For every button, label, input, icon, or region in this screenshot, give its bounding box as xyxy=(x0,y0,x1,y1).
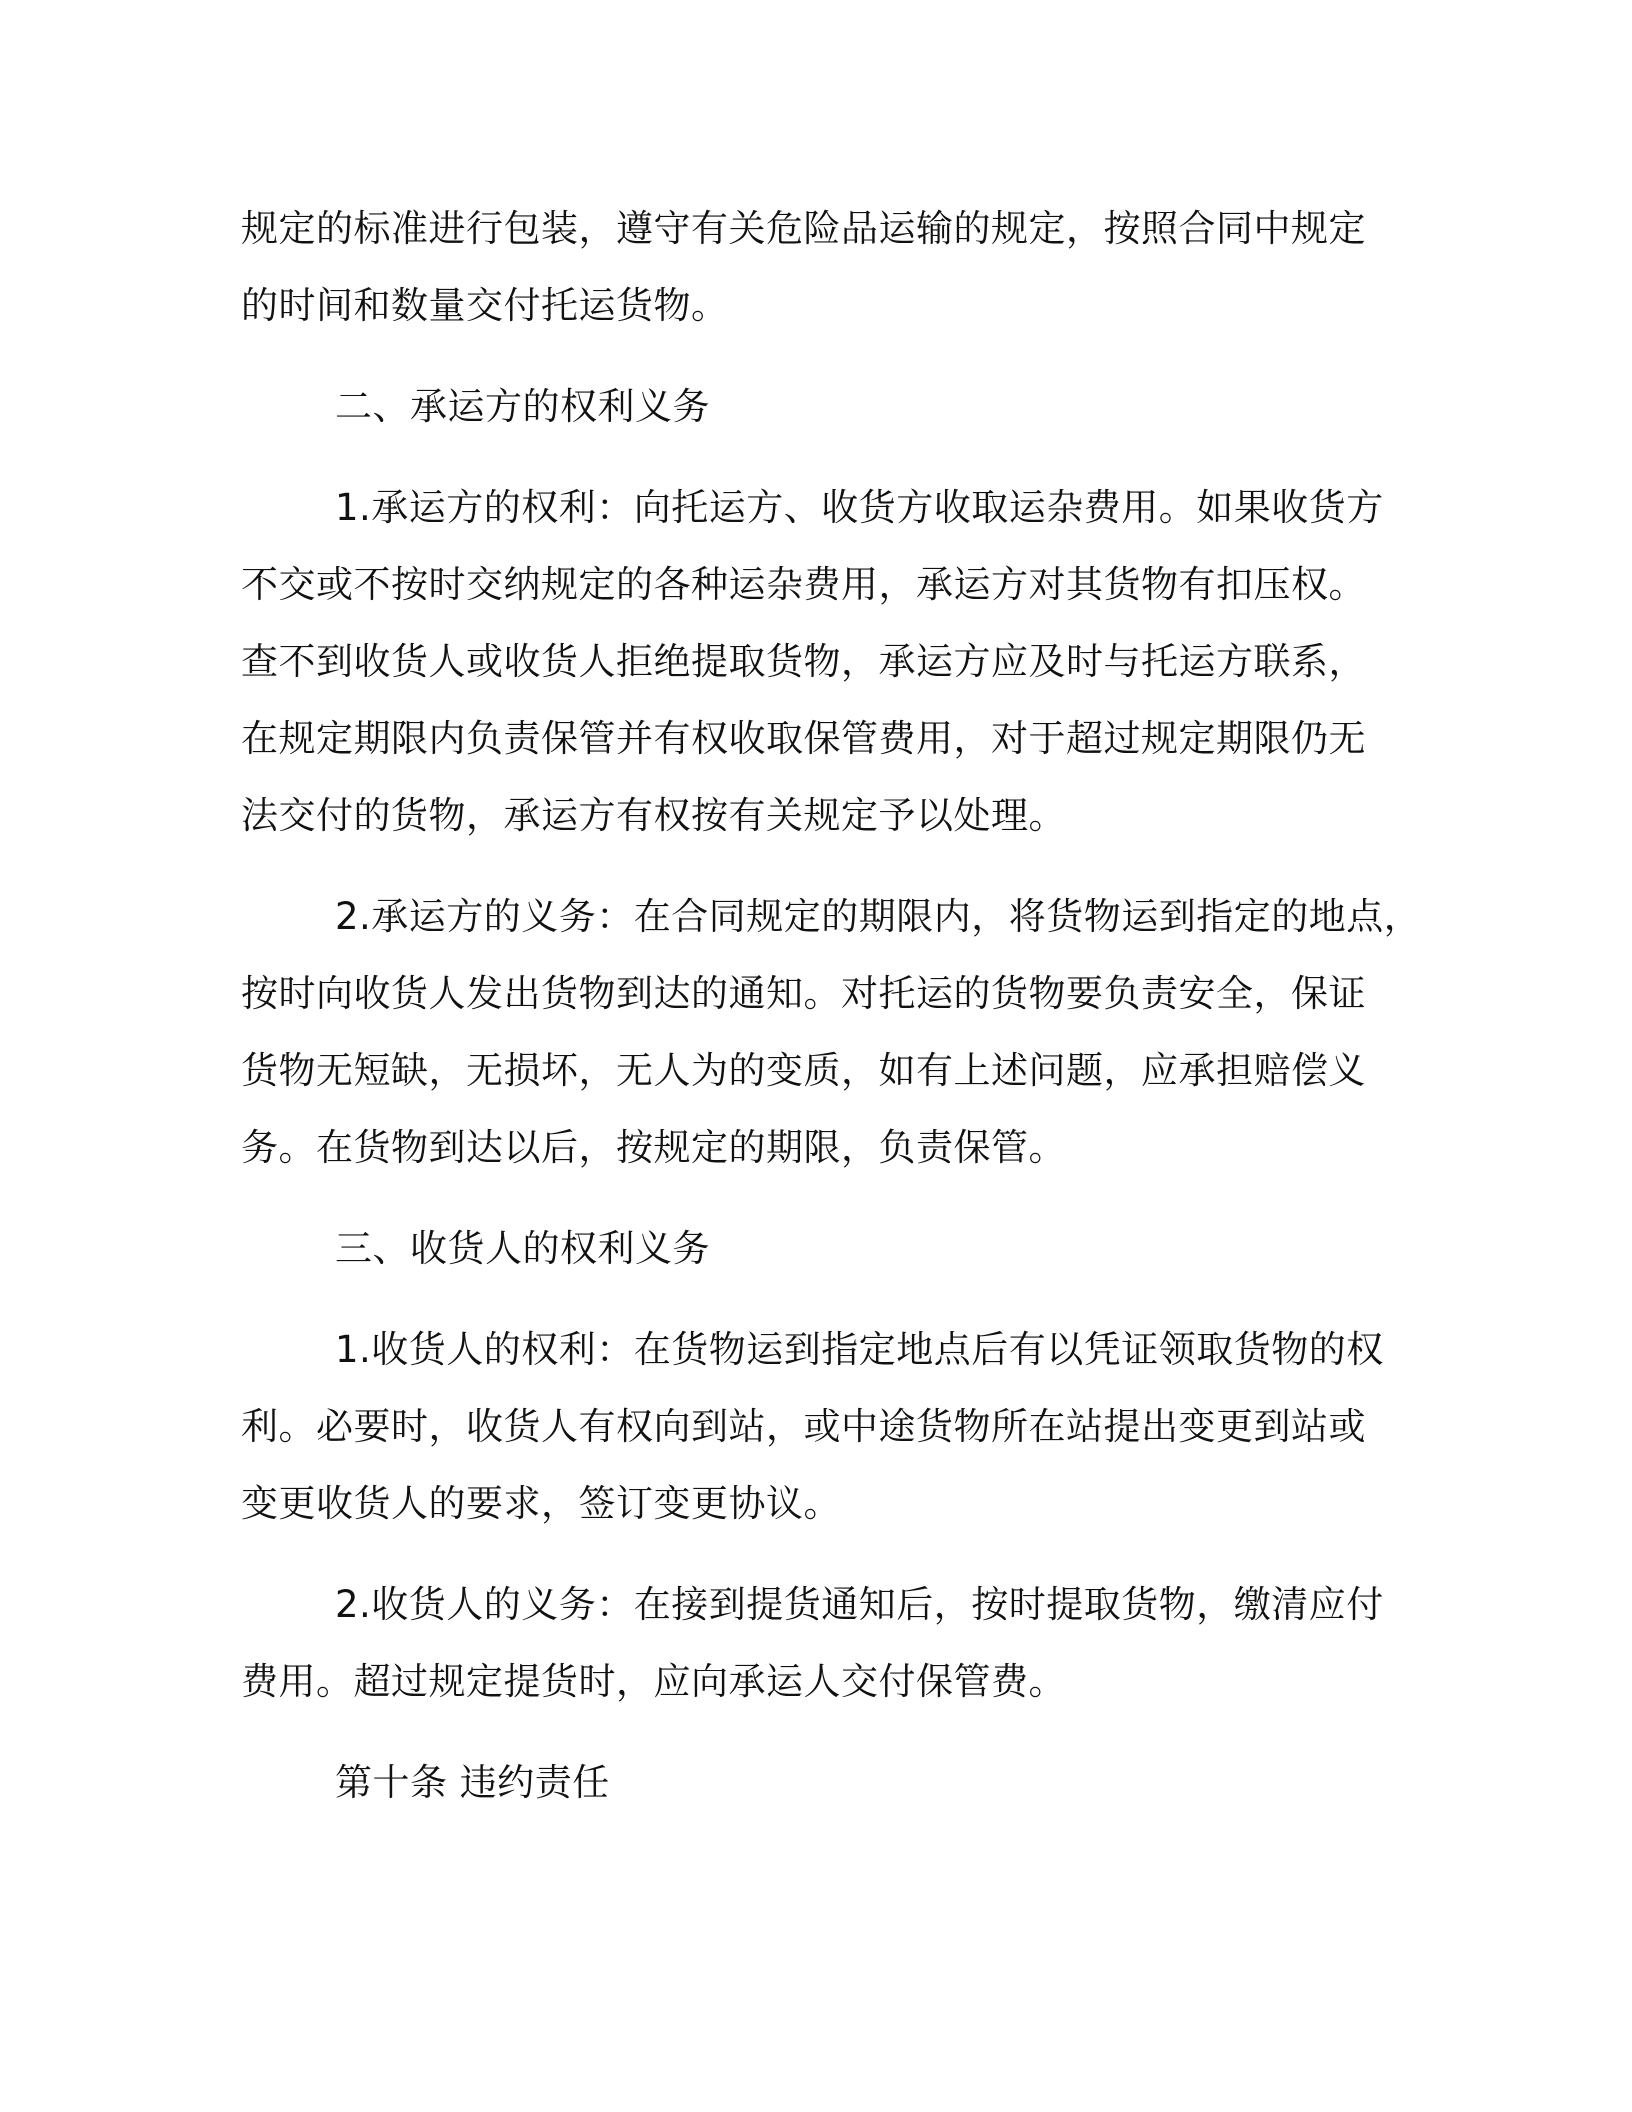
text-line: 法交付的货物，承运方有权按有关规定予以处理。 xyxy=(241,794,1066,837)
paragraph-consignee-rights xyxy=(241,1311,1401,1542)
article-heading: 第十条 违约责任 xyxy=(335,1761,610,1804)
text-line: 费用。超过规定提货时，应向承运人交付保管费。 xyxy=(241,1660,1066,1703)
text-line: 2.收货人的义务：在接到提货通知后，按时提取货物，缴清应付 xyxy=(335,1583,1384,1626)
text-line: 2.承运方的义务：在合同规定的期限内，将货物运到指定的地点， xyxy=(335,895,1422,938)
text-line: 务。在货物到达以后，按规定的期限，负责保管。 xyxy=(241,1126,1066,1169)
section-heading-consignee: 三、收货人的权利义务 xyxy=(335,1227,710,1270)
text-line: 1.承运方的权利：向托运方、收货方收取运杂费用。如果收货方 xyxy=(335,486,1384,529)
section-heading-carrier: 二、承运方的权利义务 xyxy=(335,385,710,428)
paragraph-packaging-tail xyxy=(241,190,1401,344)
text-line: 按时向收货人发出货物到达的通知。对托运的货物要负责安全，保证 xyxy=(241,972,1366,1015)
paragraph-carrier-duties xyxy=(241,878,1422,1186)
text-line: 在规定期限内负责保管并有权收取保管费用，对于超过规定期限仍无 xyxy=(241,717,1366,760)
paragraph-consignee-duties xyxy=(241,1566,1401,1720)
text-line: 货物无短缺，无损坏，无人为的变质，如有上述问题，应承担赔偿义 xyxy=(241,1049,1366,1092)
text-line: 查不到收货人或收货人拒绝提取货物，承运方应及时与托运方联系， xyxy=(241,640,1366,683)
paragraph-carrier-rights xyxy=(241,469,1401,854)
text-line: 规定的标准进行包装，遵守有关危险品运输的规定，按照合同中规定 xyxy=(241,207,1366,250)
text-line: 变更收货人的要求，签订变更协议。 xyxy=(241,1482,841,1525)
text-line: 不交或不按时交纳规定的各种运杂费用，承运方对其货物有扣压权。 xyxy=(241,563,1366,606)
text-line: 的时间和数量交付托运货物。 xyxy=(241,284,729,327)
text-line: 利。必要时，收货人有权向到站，或中途货物所在站提出变更到站或 xyxy=(241,1405,1366,1448)
text-line: 1.收货人的权利：在货物运到指定地点后有以凭证领取货物的权 xyxy=(335,1328,1384,1371)
document-body xyxy=(241,190,1422,1821)
